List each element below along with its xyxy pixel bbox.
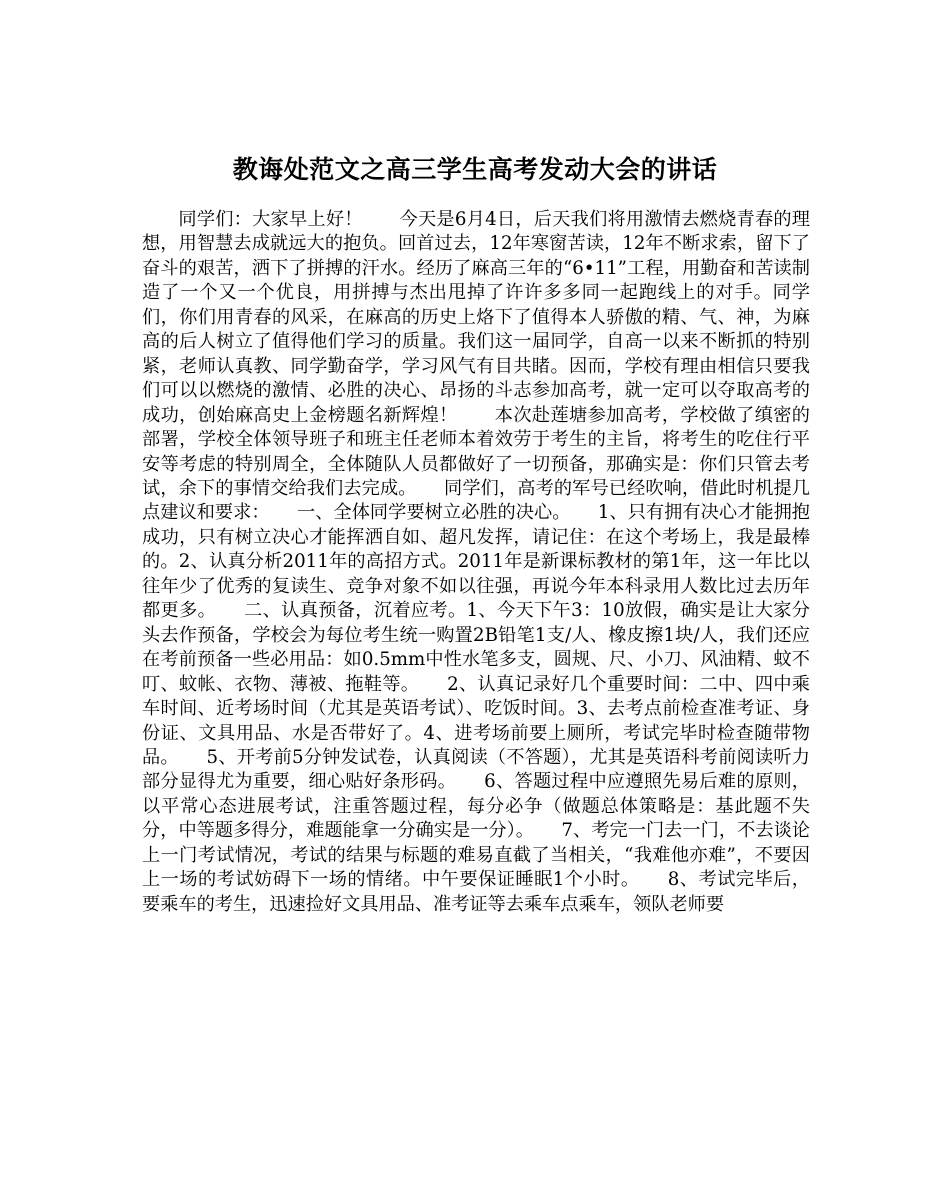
document-title: 教诲处范文之高三学生高考发动大会的讲话 bbox=[232, 154, 718, 184]
document-body: 同学们：大家早上好！ 今天是6月4日，后天我们将用激情去燃烧青春的理想，用智慧去成就远大的抱负。回首过去，12年寒窗苦读，12年不断求索，留下了奋斗的艰苦，洒下了拼搏的汗水。经历了麻高三年的“6•11”工程，用勤奋和苦读制造了一个又一个优良，用拼搏与杰出甩掉了许许多多同一起跑线上的对手。同学们，你们用青春的风采，在麻高的历史上烙下了值得本人骄傲的精、气、神，为麻高的后人树立了值得他们学习的质量。我们这一届同学，自高一以来不断抓的特别紧，老师认真教、同学勤奋学，学习风气有目共睹。因而，学校有理由相信只要我们可以以燃烧的激情、必胜的决心、昂扬的斗志参加高考，就一定可以夺取高考的成功，创始麻高史上金榜题名新辉煌！ 本次赴莲塘参加高考，学校做了缜密的部署，学校全体领导班子和班主任老师本着效劳于考生的主旨，将考生的吃住行平安等考虑的特别周全，全体随队人员都做好了一切预备，那确实是：你们只管去考试，余下的事情交给我们去完成。 同学们，高考的军号已经吹响，借此时机提几点建议和要求： 一、全体同学要树立必胜的决心。 1、只有拥有决心才能拥抱成功，只有树立决心才能挥洒自如、超凡发挥，请记住：在这个考场上，我是最棒的。2、认真分析2011年的高招方式。2011年是新课标教材的第1年，这一年比以往年少了优秀的复读生、竞争对象不如以往强，再说今年本科录用人数比过去历年都更多。 二、认真预备，沉着应考。1、今天下午3：10放假，确实是让大家分头去作预备，学校会为每位考生统一购置2B铅笔1支/人、橡皮擦1块/人，我们还应在考前预备一些必用品：如0.5mm中性水笔多支，圆规、尺、小刀、风油精、蚊不叮、蚊帐、衣物、薄被、拖鞋等。 2、认真记录好几个重要时间：二中、四中乘车时间、近考场时间（尤其是英语考试）、吃饭时间。3、去考点前检查准考证、身份证、文具用品、水是否带好了。4、进考场前要上厕所，考试完毕时检查随带物品。 5、开考前5分钟发试卷，认真阅读（不答题），尤其是英语科考前阅读听力部分显得尤为重要，细心贴好条形码。 6、答题过程中应遵照先易后难的原则，以平常心态进展考试，注重答题过程，每分必争（做题总体策略是：基此题不失分，中等题多得分，难题能拿一分确实是一分）。 7、考完一门去一门，不去谈论上一门考试情况，考试的结果与标题的难易直截了当相关，“我难他亦难”，不要因上一场的考试妨碍下一场的情绪。中午要保证睡眠1个小时。 8、考试完毕后，要乘车的考生，迅速捡好文具用品、准考证等去乘车点乘车，领队老师要 bbox=[142, 209, 810, 915]
